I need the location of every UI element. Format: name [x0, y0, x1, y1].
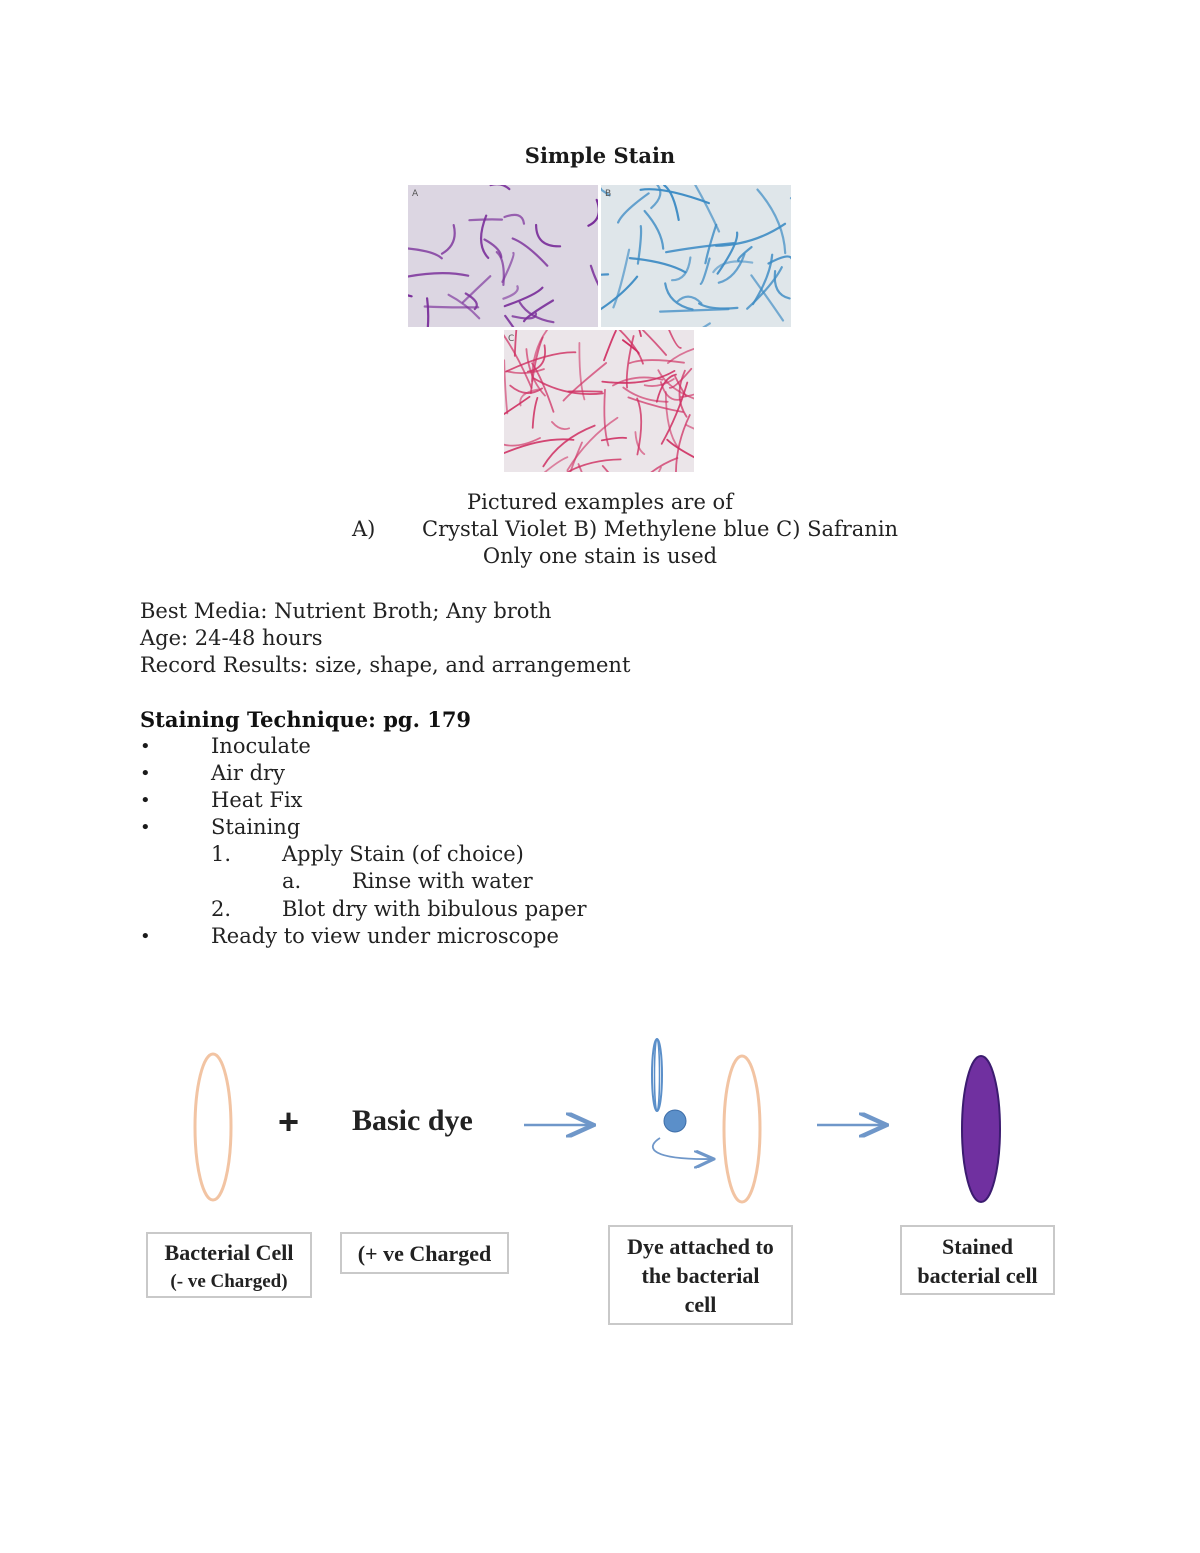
bacterial-cell-charge: (- ve Charged)	[170, 1271, 288, 1292]
record-results: Record Results: size, shape, and arrangement	[140, 653, 631, 677]
caption-line-2: Crystal Violet B) Methylene blue C) Safranin	[422, 517, 899, 541]
dye-molecule-icon	[652, 1039, 712, 1159]
substep-a-letter: a.	[282, 869, 302, 893]
plus-sign: +	[278, 1101, 300, 1142]
step-heat-fix: Heat Fix	[211, 788, 303, 812]
step-inoculate: Inoculate	[211, 734, 311, 758]
dye-attached-line-1: Dye attached to	[627, 1234, 774, 1259]
staining-diagram	[0, 1030, 1200, 1230]
dye-attached-line-2: the bacterial	[641, 1263, 760, 1288]
micrograph-b-image	[601, 185, 791, 327]
best-media: Best Media: Nutrient Broth; Any broth	[140, 599, 552, 623]
dye-charge-box	[340, 1232, 509, 1274]
stained-cell-icon	[962, 1056, 1000, 1202]
bullet-icon: •	[140, 763, 151, 784]
substep-1-number: 1.	[211, 842, 232, 866]
step-ready-to-view: Ready to view under microscope	[211, 924, 559, 948]
micrograph-c	[504, 330, 694, 472]
bullet-icon: •	[140, 817, 151, 838]
bacteria-filament	[425, 307, 479, 308]
caption-line-1: Pictured examples are of	[467, 490, 733, 514]
caption-line-2-prefix: A)	[352, 517, 376, 541]
caption-line-3: Only one stain is used	[482, 544, 718, 568]
age: Age: 24-48 hours	[140, 626, 323, 650]
target-cell-icon	[724, 1056, 760, 1202]
dye-attached-box	[608, 1225, 793, 1325]
stained-line-1: Stained	[942, 1234, 1013, 1259]
step-air-dry: Air dry	[211, 761, 285, 785]
technique-heading: Staining Technique: pg. 179	[140, 707, 472, 732]
substep-2-text: Blot dry with bibulous paper	[282, 897, 587, 921]
micrograph-a-letter: A	[412, 189, 419, 199]
micrograph-a	[408, 185, 598, 327]
bullet-icon: •	[140, 790, 151, 811]
micrograph-c-letter: C	[508, 334, 515, 344]
substep-2-number: 2.	[211, 897, 232, 921]
bacterial-cell-icon	[195, 1054, 231, 1200]
dye-attached-line-3: cell	[684, 1292, 717, 1317]
substep-1-text: Apply Stain (of choice)	[282, 842, 524, 866]
bacterial-cell-box	[146, 1232, 312, 1298]
micrograph-b-letter: B	[605, 189, 612, 199]
bullet-icon: •	[140, 926, 151, 947]
stained-line-2: bacterial cell	[917, 1263, 1038, 1288]
basic-dye-label: Basic dye	[352, 1104, 473, 1137]
step-staining: Staining	[211, 815, 301, 839]
bullet-icon: •	[140, 736, 151, 757]
dye-charge-label: (+ ve Charged	[357, 1241, 492, 1266]
page-title: Simple Stain	[524, 143, 676, 168]
bacterial-cell-label: Bacterial Cell	[164, 1240, 294, 1265]
stained-cell-box	[900, 1225, 1055, 1295]
micrograph-b	[601, 185, 791, 327]
substep-a-text: Rinse with water	[352, 869, 533, 893]
micrograph-a-image	[408, 185, 598, 327]
micrograph-c-image	[504, 330, 694, 472]
